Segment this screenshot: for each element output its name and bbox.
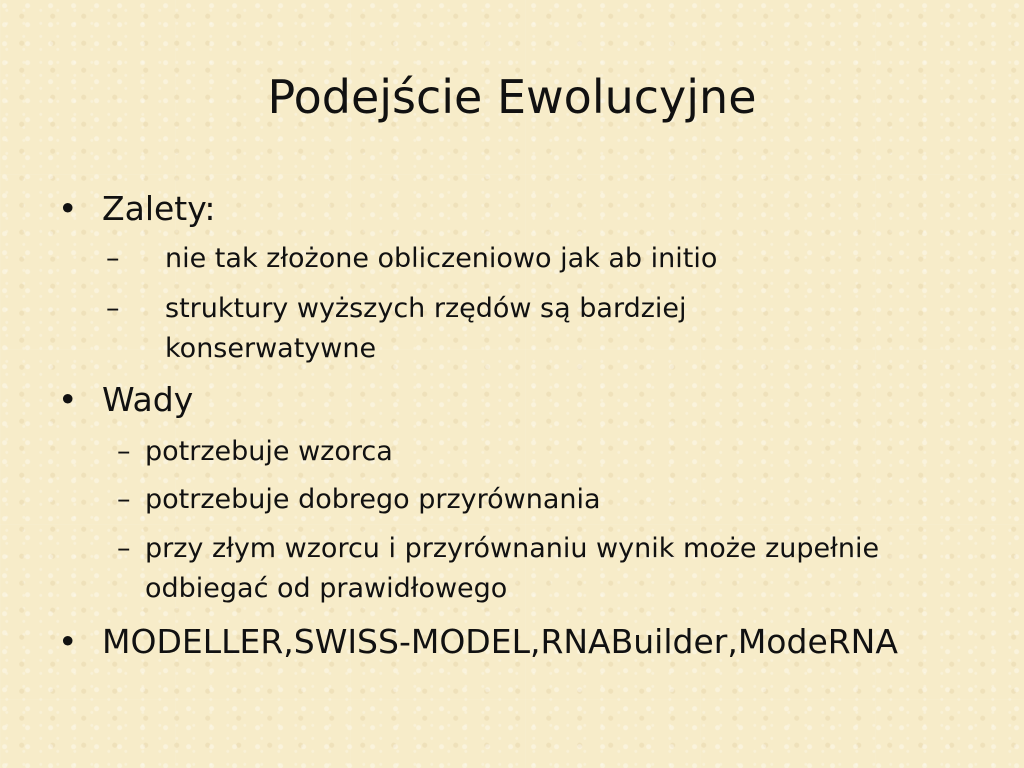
dash-marker: – [106,293,120,324]
bullet-label: Wady [102,380,194,419]
bullet-label: MODELLER,SWISS-MODEL,RNABuilder,ModeRNA [102,622,898,661]
subbullet-text: nie tak złożone obliczeniowo jak ab initio [165,243,718,274]
subbullet-text: potrzebuje dobrego przyrównania [145,484,601,515]
bullet-label: Zalety: [102,189,216,228]
bullet-marker: • [58,380,78,419]
bullet-marker: • [58,189,78,228]
dash-marker: – [117,436,131,467]
dash-marker: – [117,533,131,564]
dash-marker: – [106,243,120,274]
dash-marker: – [117,484,131,515]
subbullet-text: struktury wyższych rzędów są bardziej konserwatywne [165,293,687,364]
subbullet-text: przy złym wzorcu i przyrównaniu wynik może zupełnie odbiegać od prawidłowego [145,533,880,604]
subbullet-text: potrzebuje wzorca [145,436,393,467]
bullet-marker: • [58,622,78,661]
slide-title: Podejście Ewolucyjne [267,70,757,124]
